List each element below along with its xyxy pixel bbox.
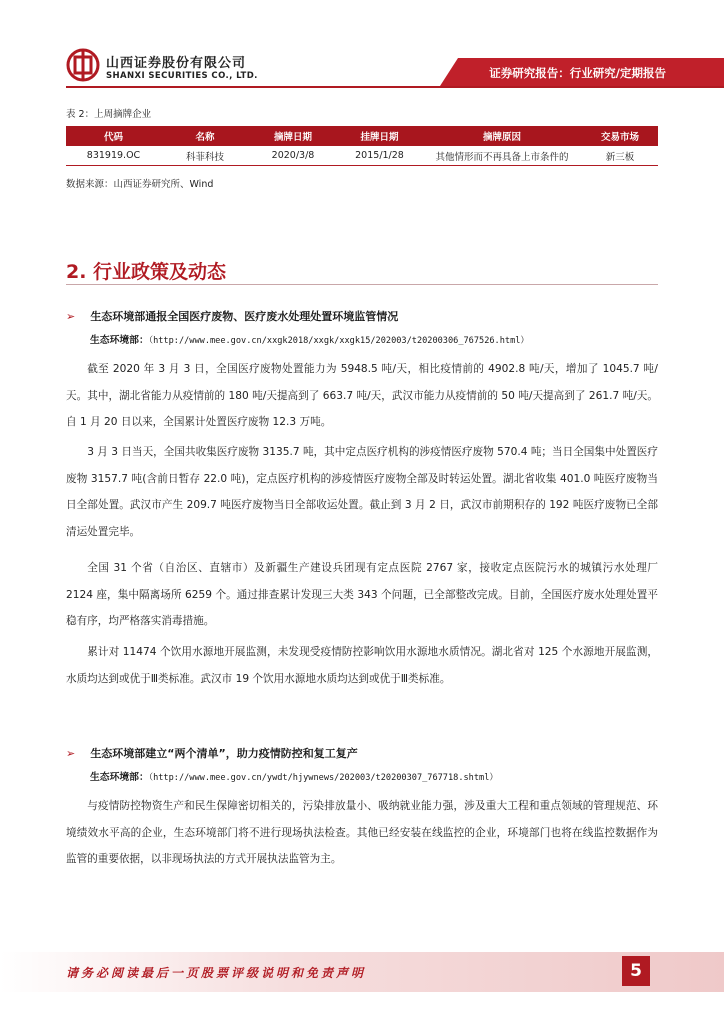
news-item-1-source [90, 332, 529, 346]
table-cell: 2020/3/8 [249, 146, 337, 166]
source-label: 生态环境部： [90, 335, 149, 346]
news-item-2-source [90, 769, 498, 783]
table-cell: 831919.OC [66, 146, 161, 166]
report-type-label: 证券研究报告：行业研究/定期报告 [489, 66, 666, 80]
column-header: 代码 [66, 126, 161, 146]
source-label: 生态环境部： [90, 772, 149, 783]
source-url-link[interactable]: （http://www.mee.gov.cn/xxgk2018/xxgk/xxgk15/202003/t20200306_767526.html） [148, 336, 530, 346]
paragraph: 累计对 11474 个饮用水源地开展监测，未发现受疫情防控影响饮用水源地水质情况。湖北省对 125 个水源地开展监测，水质均达到或优于Ⅲ类标准。武汉市 19 个饮用水源地水质均达到或优于Ⅲ类标准。 [66, 646, 658, 685]
section-divider [66, 284, 658, 285]
column-header: 挂牌日期 [337, 126, 422, 146]
page-number: 5 [622, 956, 650, 986]
arrow-bullet-icon: ➢ [66, 747, 76, 760]
news-item-title: 生态环境部通报全国医疗废物、医疗废水处理处置环境监管情况 [90, 310, 399, 323]
news-item-title: 生态环境部建立“两个清单”，助力疫情防控和复工复产 [90, 747, 358, 760]
paragraph: 与疫情防控物资生产和民生保障密切相关的，污染排放量小、吸纳就业能力强，涉及重大工程和重点领域的管理规范、环境绩效水平高的企业，生态环境部门将不进行现场执法检查。其他已经安装在线监控的企业，环境部门也将在线监控数据作为监管的重要依据，以非现场执法的方式开展执法监管为主。 [66, 800, 658, 865]
delisted-companies-table [66, 126, 658, 166]
source-url-link[interactable]: （http://www.mee.gov.cn/ywdt/hjywnews/202003/t20200307_767718.shtml） [148, 773, 498, 783]
table-source-note: 数据来源：山西证券研究所、Wind [66, 179, 214, 190]
column-header: 名称 [161, 126, 249, 146]
column-header: 交易市场 [582, 126, 658, 146]
paragraph: 截至 2020 年 3 月 3 日，全国医疗废物处置能力为 5948.5 吨/天，相比疫情前的 4902.8 吨/天，增加了 1045.7 吨/天。其中，湖北省能力从疫情前的 180 吨/天提高到了 663.7 吨/天，武汉市能力从疫情前的 50 吨/天提高到了 261.7 吨/天。自 1 月 20 日以来，全国累计处置医疗废物 12.3 万吨。 [66, 363, 658, 428]
table-caption: 表 2：上周摘牌企业 [66, 109, 152, 120]
table-cell: 科菲科技 [161, 146, 249, 166]
news-item-1-heading [66, 305, 398, 324]
table-header-row [66, 126, 658, 146]
paragraph: 3 月 3 日当天，全国共收集医疗废物 3135.7 吨，其中定点医疗机构的涉疫情医疗废物 570.4 吨；当日全国集中处置医疗废物 3157.7 吨(含前日暂存 22.0 吨)，定点医疗机构的涉疫情医疗废物全部及时转运处置。湖北省收集 401.0 吨医疗废物当日全部处置。武汉市产生 209.7 吨医疗废物当日全部收运处置。截止到 3 月 2 日，武汉市前期积存的 192 吨医疗废物已全部清运处置完毕。 [66, 446, 658, 538]
disclaimer-notice: 请务必阅读最后一页股票评级说明和免责声明 [66, 966, 367, 980]
table-row [66, 146, 658, 166]
column-header: 摘牌原因 [422, 126, 582, 146]
table-cell: 其他情形而不再具备上市条件的 [422, 146, 582, 166]
company-logo-icon [66, 48, 100, 82]
table-cell: 新三板 [582, 146, 658, 166]
section-title: 2. 行业政策及动态 [66, 261, 227, 283]
arrow-bullet-icon: ➢ [66, 310, 76, 323]
column-header: 摘牌日期 [249, 126, 337, 146]
brand-name-en: SHANXI SECURITIES CO., LTD. [106, 71, 258, 81]
table-cell: 2015/1/28 [337, 146, 422, 166]
header-divider [66, 86, 724, 88]
paragraph: 全国 31 个省（自治区、直辖市）及新疆生产建设兵团现有定点医院 2767 家，接收定点医院污水的城镇污水处理厂 2124 座，集中隔离场所 6259 个。通过排查累计发现三大类 343 个问题，已全部整改完成。目前，全国医疗废水处理处置平稳有序，均严格落实消毒措施。 [66, 562, 658, 627]
brand-name-cn: 山西证券股份有限公司 [106, 56, 247, 71]
news-item-2-heading [66, 742, 358, 761]
